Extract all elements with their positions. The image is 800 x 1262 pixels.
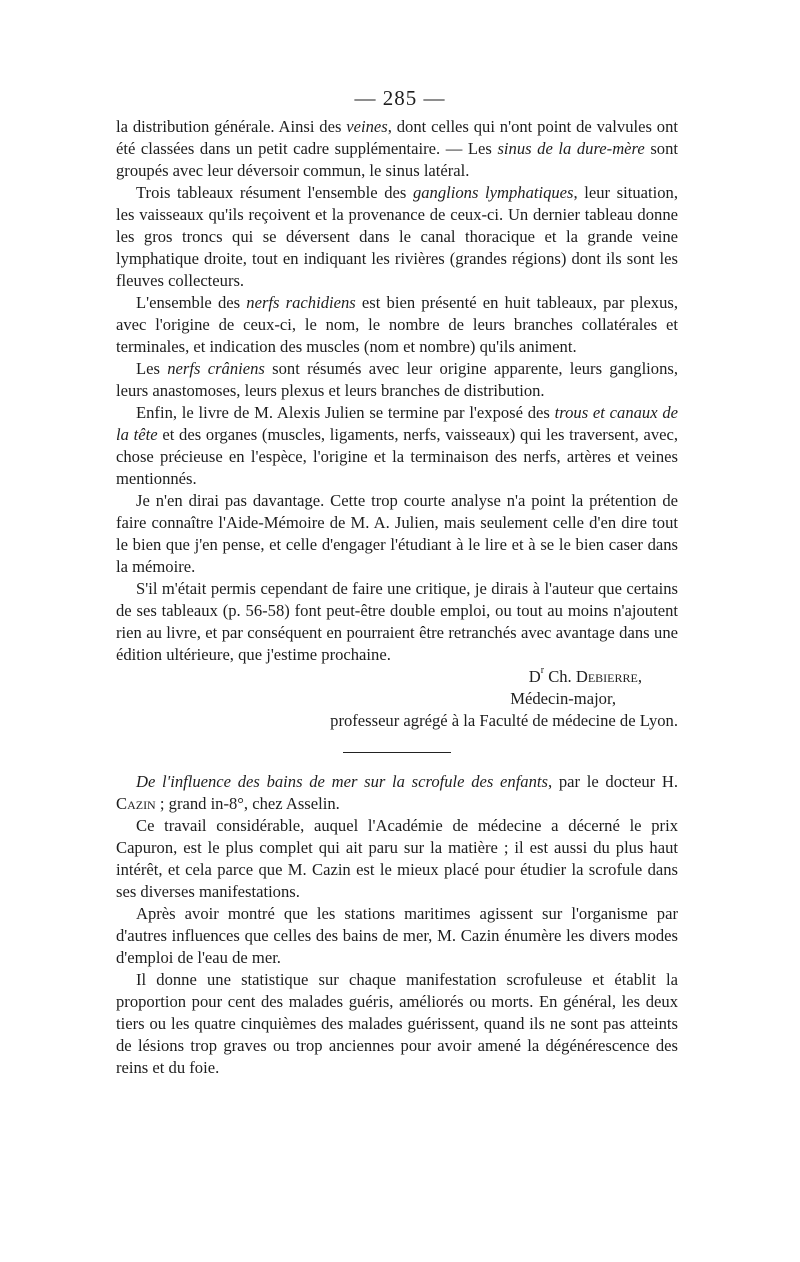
text-run: , dont celles qui n'ont point de valvules ont été classées dans un petit cadre supplémentaire. — Les (116, 117, 678, 158)
italic-term: trous et canaux de la tête (116, 403, 679, 444)
text-run: Les (136, 359, 168, 378)
review-1-body (116, 116, 678, 666)
text-run: est bien présenté en huit tableaux, par plexus, avec l'origine de ceux-ci, le nom, le nombre de leurs branches collatérales et terminales, et indication des muscles (nom et nombre) qu'ils animent. (116, 293, 679, 356)
signature-name (116, 666, 678, 688)
section-divider (343, 752, 451, 753)
review-1-paragraph (116, 402, 678, 490)
signature-title: Médecin-major, (510, 689, 616, 708)
signature-first-name: Ch. (544, 667, 576, 686)
review-2-paragraph: Après avoir montré que les stations maritimes agissent sur l'organisme par d'autres influences que celles des bains de mer, M. Cazin énumère les divers modes d'emploi de l'eau de mer. (116, 904, 678, 967)
review-2-heading-part1: , par le docteur H. (547, 772, 678, 791)
italic-term: nerfs rachidiens (246, 293, 356, 312)
text-run: Trois tableaux résument l'ensemble des (136, 183, 413, 202)
signature-position: professeur agrégé à la Faculté de médecine de Lyon. (330, 711, 678, 730)
review-2-paragraph: Ce travail considérable, auquel l'Académie de médecine a décerné le prix Capuron, est le plus complet qui ait paru sur la matière ; il est aussi du plus haut intérêt, et cela parce que M. Cazin est le mieux placé pour étudier la scrofule dans ses diverses manifestations. (116, 816, 678, 901)
italic-term: sinus de la dure-mère (497, 139, 645, 158)
review-2-paragraph: Il donne une statistique sur chaque manifestation scrofuleuse et établit la proportion pour cent des malades guéris, améliorés ou morts. En général, les deux tiers ou les quatre cinquièmes des malades guérissent, quand ils ne sont pas atteints de lésions trop graves ou trop anciennes pour avoir amené la dégénérescence des reins et du foie. (116, 970, 678, 1077)
italic-term: ganglions lymphatiques (412, 183, 574, 202)
text-run: sont groupés avec leur déversoir commun, le sinus latéral. (116, 139, 678, 180)
review-2-title: De l'influence des bains de mer sur la scrofule des enfants (136, 772, 548, 791)
text-run: , leur situation, les vaisseaux qu'ils reçoivent et la provenance de ceux-ci. Un dernier tableau donne les gros troncs qui se déversent dans le canal thoracique et la grande veine lymphatique droite, tout en indiquant les rivières (grandes régions) dont ils sont les fleuves collecteurs. (116, 183, 678, 290)
text-run: et des organes (muscles, ligaments, nerfs, vaisseaux) qui les traversent, avec, chose précieuse en l'espèce, l'origine et la terminaison des nerfs, artères et veines mentionnés. (116, 425, 678, 488)
italic-term: nerfs crâniens (167, 359, 265, 378)
review-1-paragraph (116, 490, 678, 578)
review-2-author: Cazin (116, 794, 156, 813)
signature-comma: , (637, 667, 642, 686)
review-1-paragraph (116, 578, 678, 666)
signature-prefix-sup: r (540, 665, 545, 676)
page-body (116, 116, 678, 1079)
review-1-paragraph (116, 182, 678, 292)
review-1-paragraph (116, 116, 678, 182)
review-1-paragraph (116, 358, 678, 402)
text-run: Je n'en dirai pas davantage. Cette trop courte analyse n'a point la prétention de faire connaître l'Aide-Mémoire de M. A. Julien, mais seulement celle d'en dire tout le bien que j'en pense, et celle d'engager l'étudiant à le lire et à se le bien caser dans la mémoire. (116, 491, 678, 576)
text-run: la distribution générale. Ainsi des (116, 117, 347, 136)
italic-term: veines (346, 117, 388, 136)
text-run: Enfin, le livre de M. Alexis Julien se termine par l'exposé des (136, 403, 555, 422)
text-run: sont résumés avec leur origine apparente, leurs ganglions, leurs anastomoses, leurs plexus et leurs branches de distribution. (116, 359, 678, 400)
page-number: — 285 — (354, 86, 446, 110)
signature-last-name: Debierre (575, 667, 638, 686)
review-2-heading (116, 771, 678, 815)
text-run: L'ensemble des (136, 293, 247, 312)
signature-prefix: D (528, 667, 541, 686)
text-run: S'il m'était permis cependant de faire une critique, je dirais à l'auteur que certains de ses tableaux (p. 56-58) font peut-être double emploi, ou tout au moins n'ajoutent rien au livre, et par conséquent en pourraient être retranchés avec avantage dans une édition ultérieure, que j'estime prochaine. (116, 579, 678, 664)
signature-block (116, 666, 678, 732)
review-1-paragraph (116, 292, 678, 358)
review-2-heading-part2: ; grand in-8°, chez Asselin. (155, 794, 340, 813)
